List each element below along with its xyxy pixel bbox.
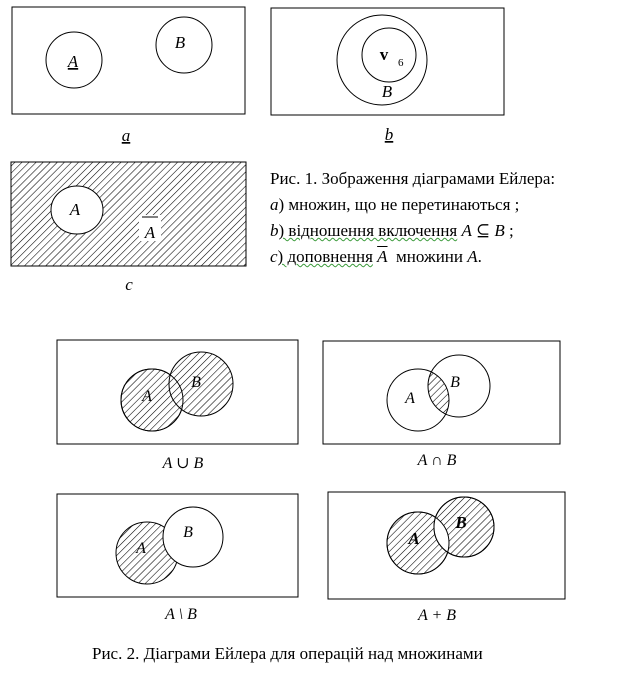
set-v6-circle (362, 28, 416, 82)
intersection-caption: A ∩ B (417, 452, 457, 469)
letter-c: c (270, 247, 278, 266)
panel-b-inclusion (271, 8, 504, 144)
caption-line-b (270, 218, 630, 244)
set-b-label: B (183, 524, 193, 541)
set-a-label: A (408, 529, 420, 548)
caption-title: Рис. 1. Зображення діаграмами Ейлера: (270, 169, 556, 188)
line-b-end: ; (508, 221, 514, 240)
line-a-text: ) множин, що не перетинаються ; (278, 195, 520, 214)
panel-b-caption: b (384, 125, 394, 144)
set-b-label: B (455, 513, 467, 532)
set-b-label: B (381, 82, 393, 101)
symmetric-difference-caption: A + B (417, 607, 457, 624)
difference-caption: A \ B (165, 606, 197, 623)
line-b-text: ) відношення включення (278, 221, 458, 240)
letter-a: a (270, 195, 279, 214)
intersection-diagram (323, 341, 560, 469)
set-a-label: A (405, 390, 415, 407)
caption-line-c (270, 244, 630, 270)
line-c-text: ) доповнення (277, 247, 373, 266)
set-a-label: A (69, 200, 81, 219)
universal-set-rect (12, 7, 245, 114)
element-v-subscript: 6 (398, 57, 404, 69)
hatched-universal-set (11, 162, 246, 266)
union-diagram (57, 340, 298, 472)
set-a-label: A (136, 540, 146, 557)
panel-c-complement (11, 162, 246, 294)
set-a-label: A (67, 52, 79, 71)
figure-1-caption (270, 166, 630, 270)
symmetric-difference-diagram (328, 492, 565, 624)
difference-diagram (57, 494, 298, 623)
complement-label: A (144, 223, 156, 242)
figure-2-caption: Рис. 2. Діаграми Ейлера для операцій над множинами (92, 644, 483, 663)
panel-c-caption: c (125, 275, 133, 294)
line-c-end: . (477, 247, 482, 266)
panel-a-caption: a (121, 126, 131, 145)
complement-symbol: $\overline{A}$ (377, 247, 388, 266)
letter-b: b (270, 221, 279, 240)
line-c-text2: множини (396, 247, 464, 266)
set-b-label: B (450, 374, 460, 391)
set-symbol: A (467, 247, 478, 266)
set-a-label: A (142, 388, 152, 405)
union-caption: A ∪ B (162, 455, 204, 472)
inclusion-formula: A ⊆ B (461, 221, 505, 240)
element-v-label: v (379, 45, 389, 64)
set-b-circle (163, 507, 223, 567)
set-b-label: B (174, 33, 186, 52)
set-b-label: B (191, 374, 201, 391)
panel-a-disjoint-sets (12, 7, 245, 145)
caption-line-a (270, 192, 630, 218)
